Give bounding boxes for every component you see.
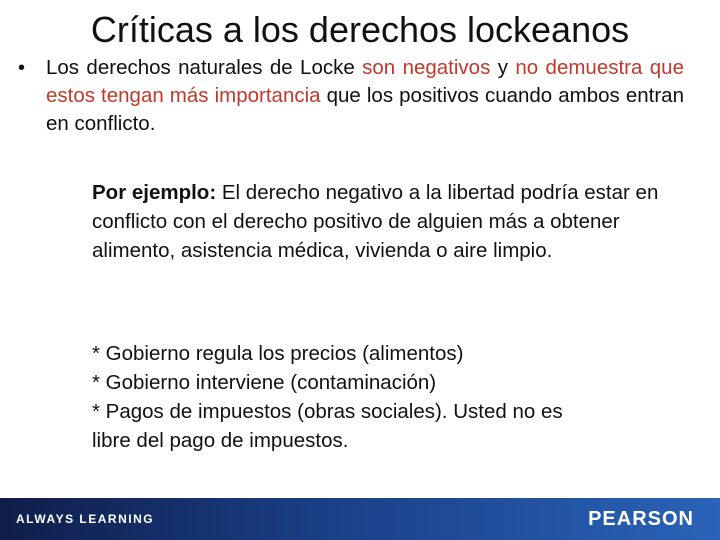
example-text: El derecho negativo a la libertad podría estar en conflicto con el derecho positivo de alguien más a obtener alimento, asistencia médica, vivienda o aire limpio. — [92, 181, 659, 262]
bullet-paragraph — [18, 54, 684, 138]
highlight-importance: no demuestra que estos tengan más importancia — [46, 56, 684, 107]
bullet-text-part1: Los derechos naturales de Locke — [46, 56, 363, 79]
footer-bar — [0, 498, 720, 540]
example-label: Por ejemplo: — [92, 181, 217, 204]
bullet-text-part5: que los positivos cuando ambos entran en conflicto. — [46, 84, 684, 135]
highlight-negative-rights: son negativos — [362, 56, 491, 79]
example-paragraph — [92, 178, 662, 265]
list-item: * Gobierno regula los precios (alimentos) — [92, 342, 464, 365]
example-list — [92, 339, 672, 455]
footer-tagline: ALWAYS LEARNING — [16, 512, 155, 526]
bullet-dot: • — [18, 57, 26, 79]
pearson-logo: PEARSON — [588, 508, 694, 530]
list-item: * Gobierno interviene (contaminación) — [92, 371, 437, 394]
page-title: Críticas a los derechos lockeanos — [90, 9, 630, 50]
bullet-text — [46, 54, 684, 138]
list-item: libre del pago de impuestos. — [92, 429, 349, 452]
list-item: * Pagos de impuestos (obras sociales). Usted no es — [92, 400, 563, 423]
bullet-text-part3: y — [490, 56, 516, 79]
